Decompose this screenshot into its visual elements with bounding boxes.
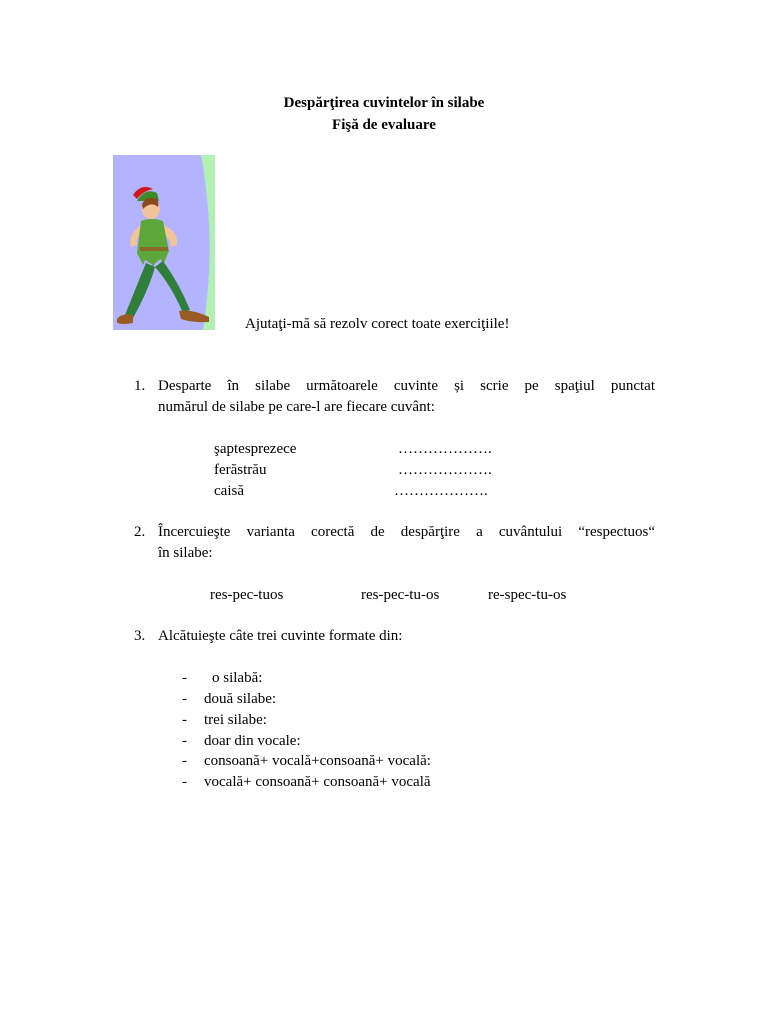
peter-pan-illustration — [113, 155, 215, 330]
intro-text: Ajutaţi-mă să rezolv corect toate exerciţiile! — [245, 316, 510, 332]
exercise-2-line1: Încercuieşte varianta corectă de despărţire a cuvântului “respectuos“ — [158, 524, 655, 540]
exercise-1-word: ferăstrău — [214, 462, 267, 478]
bullet-dash: - — [182, 712, 187, 728]
bullet-dash: - — [182, 691, 187, 707]
exercise-3-number: 3. — [134, 628, 146, 644]
exercise-1-dots: ………………. — [398, 462, 492, 478]
page-subtitle: Fişă de evaluare — [332, 117, 436, 133]
exercise-1-line2: numărul de silabe pe care-l are fiecare cuvânt: — [158, 399, 435, 415]
exercise-3-item: consoană+ vocală+consoană+ vocală: — [204, 753, 431, 769]
exercise-2-option: res-pec-tu-os — [361, 587, 440, 603]
exercise-3-item: doar din vocale: — [204, 733, 301, 749]
exercise-3-item: o silabă: — [212, 670, 263, 686]
exercise-1-dots: ………………. — [394, 483, 488, 499]
bullet-dash: - — [182, 774, 187, 790]
exercise-2-line2: în silabe: — [158, 545, 213, 561]
bullet-dash: - — [182, 753, 187, 769]
page-title: Despărţirea cuvintelor în silabe — [283, 95, 485, 111]
exercise-1-dots: ………………. — [398, 441, 492, 457]
exercise-2-option: re-spec-tu-os — [488, 587, 567, 603]
exercise-3-item: trei silabe: — [204, 712, 267, 728]
exercise-2-number: 2. — [134, 524, 146, 540]
exercise-1-line1: Desparte în silabe următoarele cuvinte și scrie pe spaţiul punctat — [158, 378, 655, 394]
exercise-1-word: şaptesprezece — [214, 441, 297, 457]
bullet-dash: - — [182, 733, 187, 749]
exercise-2-option: res-pec-tuos — [210, 587, 284, 603]
exercise-1-word: caisă — [214, 483, 244, 499]
bullet-dash: - — [182, 670, 187, 686]
exercise-3-item: două silabe: — [204, 691, 277, 707]
exercise-3-item: vocală+ consoană+ consoană+ vocală — [204, 774, 431, 790]
exercise-3-line1: Alcătuieşte câte trei cuvinte formate din: — [158, 628, 403, 644]
exercise-1-number: 1. — [134, 378, 146, 394]
